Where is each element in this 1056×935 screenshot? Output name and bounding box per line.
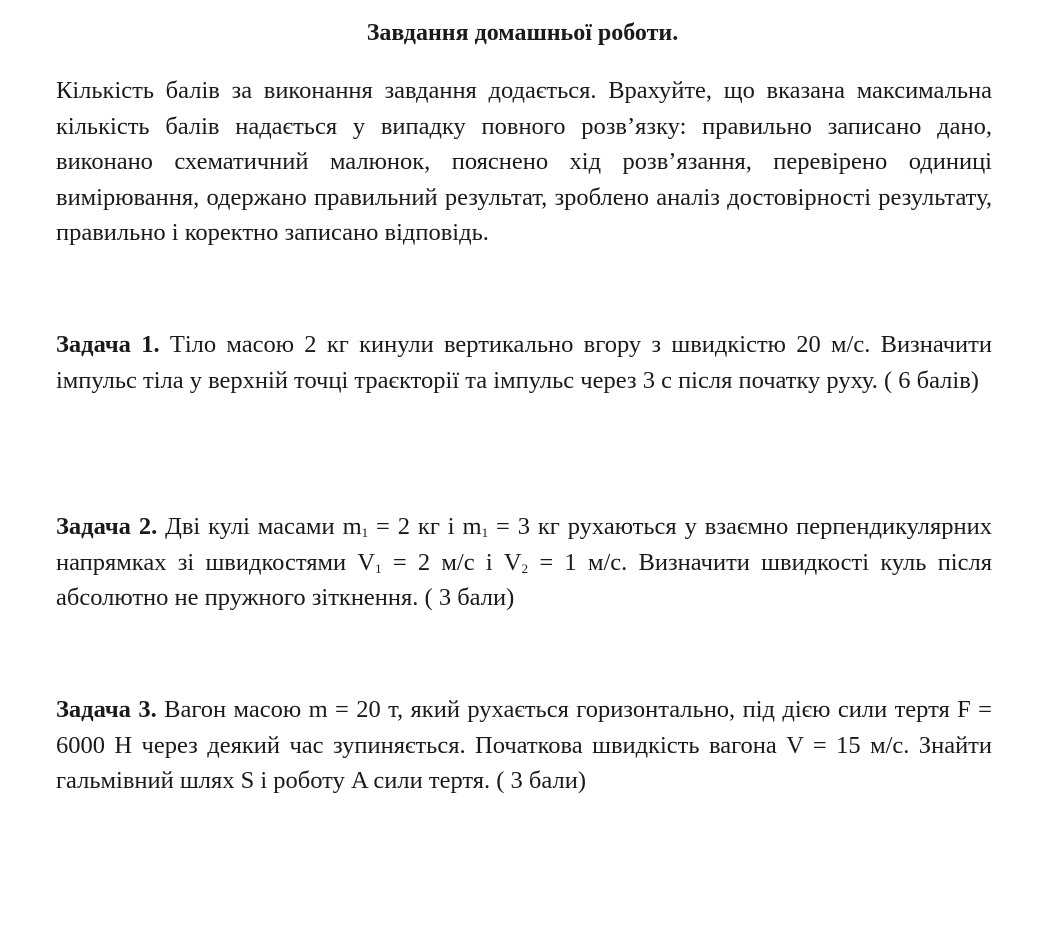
task-2-text-part-1: Дві кулі масами m — [165, 513, 362, 540]
task-2-text-part-3: = 3 кг рухаються у взаємно перпендикулярних напрямках зі швидкостями V — [56, 513, 993, 576]
task-2-text-part-4: = 2 м/с і V — [381, 548, 522, 576]
task-2-subscript-4: 2 — [521, 560, 529, 576]
task-2-text-part-2: = 2 кг і m — [368, 513, 482, 540]
task-1-label: Задача 1. — [56, 331, 160, 358]
task-2-subscript-2: 1 — [481, 525, 489, 540]
task-2-text-part-5: = 1 м/с. Визначити швидкості куль після абсолютно не пружного зіткнення. ( 3 бали) — [56, 548, 992, 611]
task-3-paragraph — [56, 692, 992, 799]
task-2-label: Задача 2. — [56, 513, 158, 540]
task-2-subscript-1: 1 — [361, 525, 369, 540]
task-3-text: Вагон масою m = 20 т, який рухається горизонтально, під дією сили тертя F = 6000 Н через деякий час зупиняється. Початкова швидкість вагона V = 15 м/с. Знайти гальмівний шлях S і роботу A сили тертя. ( 3 бали) — [56, 696, 992, 794]
task-2-paragraph — [56, 509, 992, 616]
task-1-text: Тіло масою 2 кг кинули вертикально вгору з швидкістю 20 м/с. Визначити імпульс тіла у верхній точці траєкторії та імпульс через 3 с після початку руху. ( 6 балів) — [56, 331, 992, 394]
page-title: Завдання домашньої роботи. — [366, 20, 679, 46]
task-2-subscript-3: 1 — [375, 560, 382, 576]
task-3-label: Задача 3. — [56, 696, 157, 723]
intro-paragraph: Кількість балів за виконання завдання додається. Врахуйте, що вказана максимальна кількість балів надається у випадку повного розв’язку: правильно записано дано, виконано схематичний малюнок, пояснено хід розв’язання, перевірено одиниці вимірювання, одержано правильний результат, зроблено аналіз достовірності результату, правильно і коректно записано відповідь. — [56, 77, 992, 246]
task-1-paragraph — [56, 327, 992, 398]
